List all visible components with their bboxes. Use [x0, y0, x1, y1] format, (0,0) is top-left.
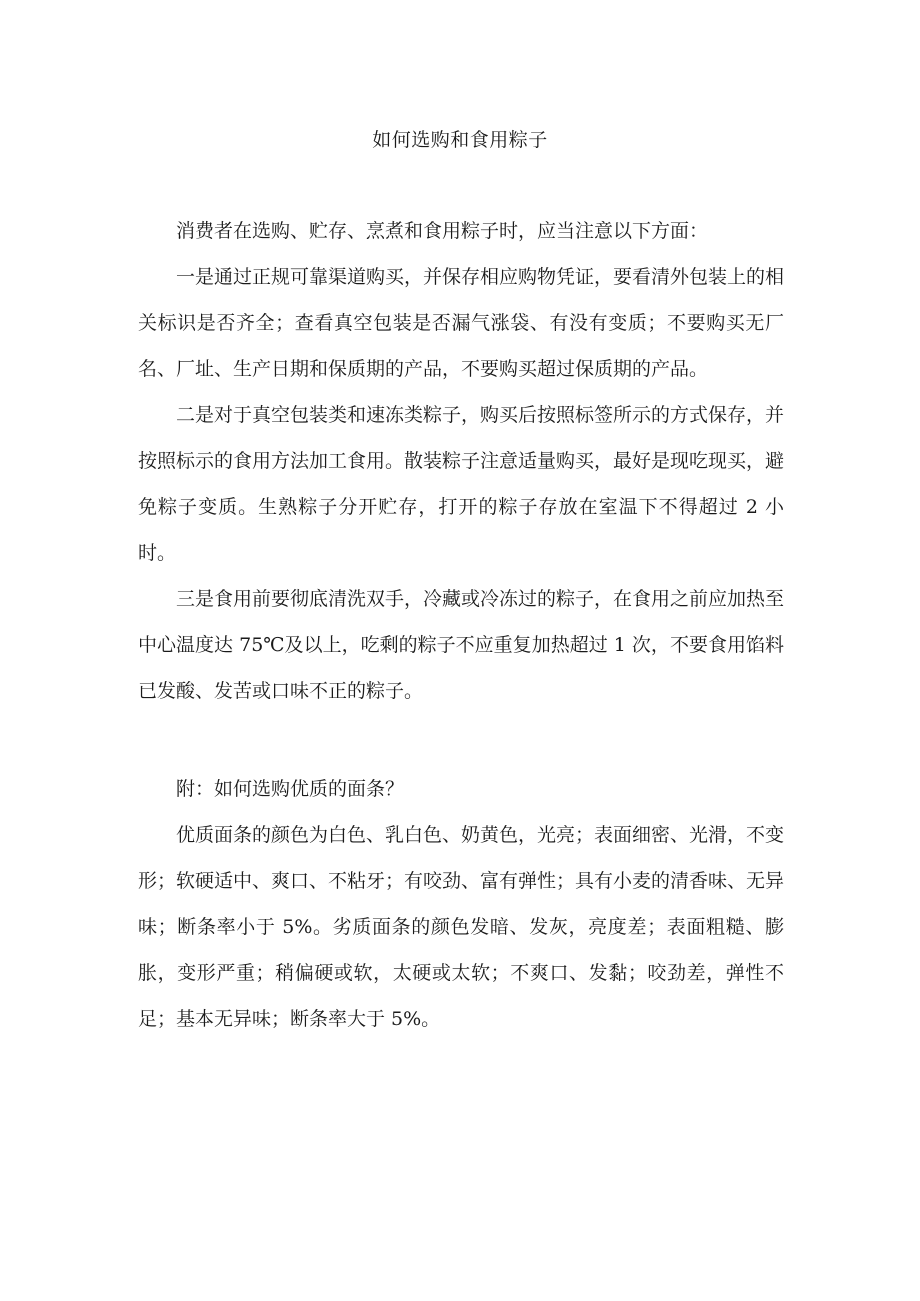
appendix-heading: 附：如何选购优质的面条？	[176, 778, 405, 800]
document-title: 如何选购和食用粽子	[372, 129, 548, 151]
point-1-paragraph: 一是通过正规可靠渠道购买，并保存相应购物凭证，要看清外包装上的相关标识是否齐全；查看真空包装是否漏气涨袋、有没有变质；不要购买无厂名、厂址、生产日期和保质期的产品，不要购买超过保质期的产品。	[138, 266, 785, 380]
point-2-paragraph: 二是对于真空包装类和速冻类粽子，购买后按照标签所示的方式保存，并按照标示的食用方法加工食用。散装粽子注意适量购买，最好是现吃现买，避免粽子变质。生熟粽子分开贮存，打开的粽子存放在室温下不得超过 2 小时。	[138, 404, 785, 564]
appendix-section	[138, 766, 784, 1042]
appendix-paragraph: 优质面条的颜色为白色、乳白色、奶黄色，光亮；表面细密、光滑，不变形；软硬适中、爽口、不粘牙；有咬劲、富有弹性；具有小麦的清香味、无异味；断条率小于 5%。劣质面条的颜色发暗、发灰，亮度差；表面粗糙、膨胀，变形严重；稍偏硬或软，太硬或太软；不爽口、发黏；咬劲差，弹性不足；基本无异味；断条率大于 5%。	[138, 824, 785, 1030]
point-3-paragraph: 三是食用前要彻底清洗双手，冷藏或冷冻过的粽子，在食用之前应加热至中心温度达 75℃及以上，吃剩的粽子不应重复加热超过 1 次，不要食用馅料已发酸、发苦或口味不正的粽子。	[138, 588, 785, 702]
main-body	[138, 208, 784, 714]
intro-paragraph: 消费者在选购、贮存、烹煮和食用粽子时，应当注意以下方面：	[176, 220, 709, 242]
